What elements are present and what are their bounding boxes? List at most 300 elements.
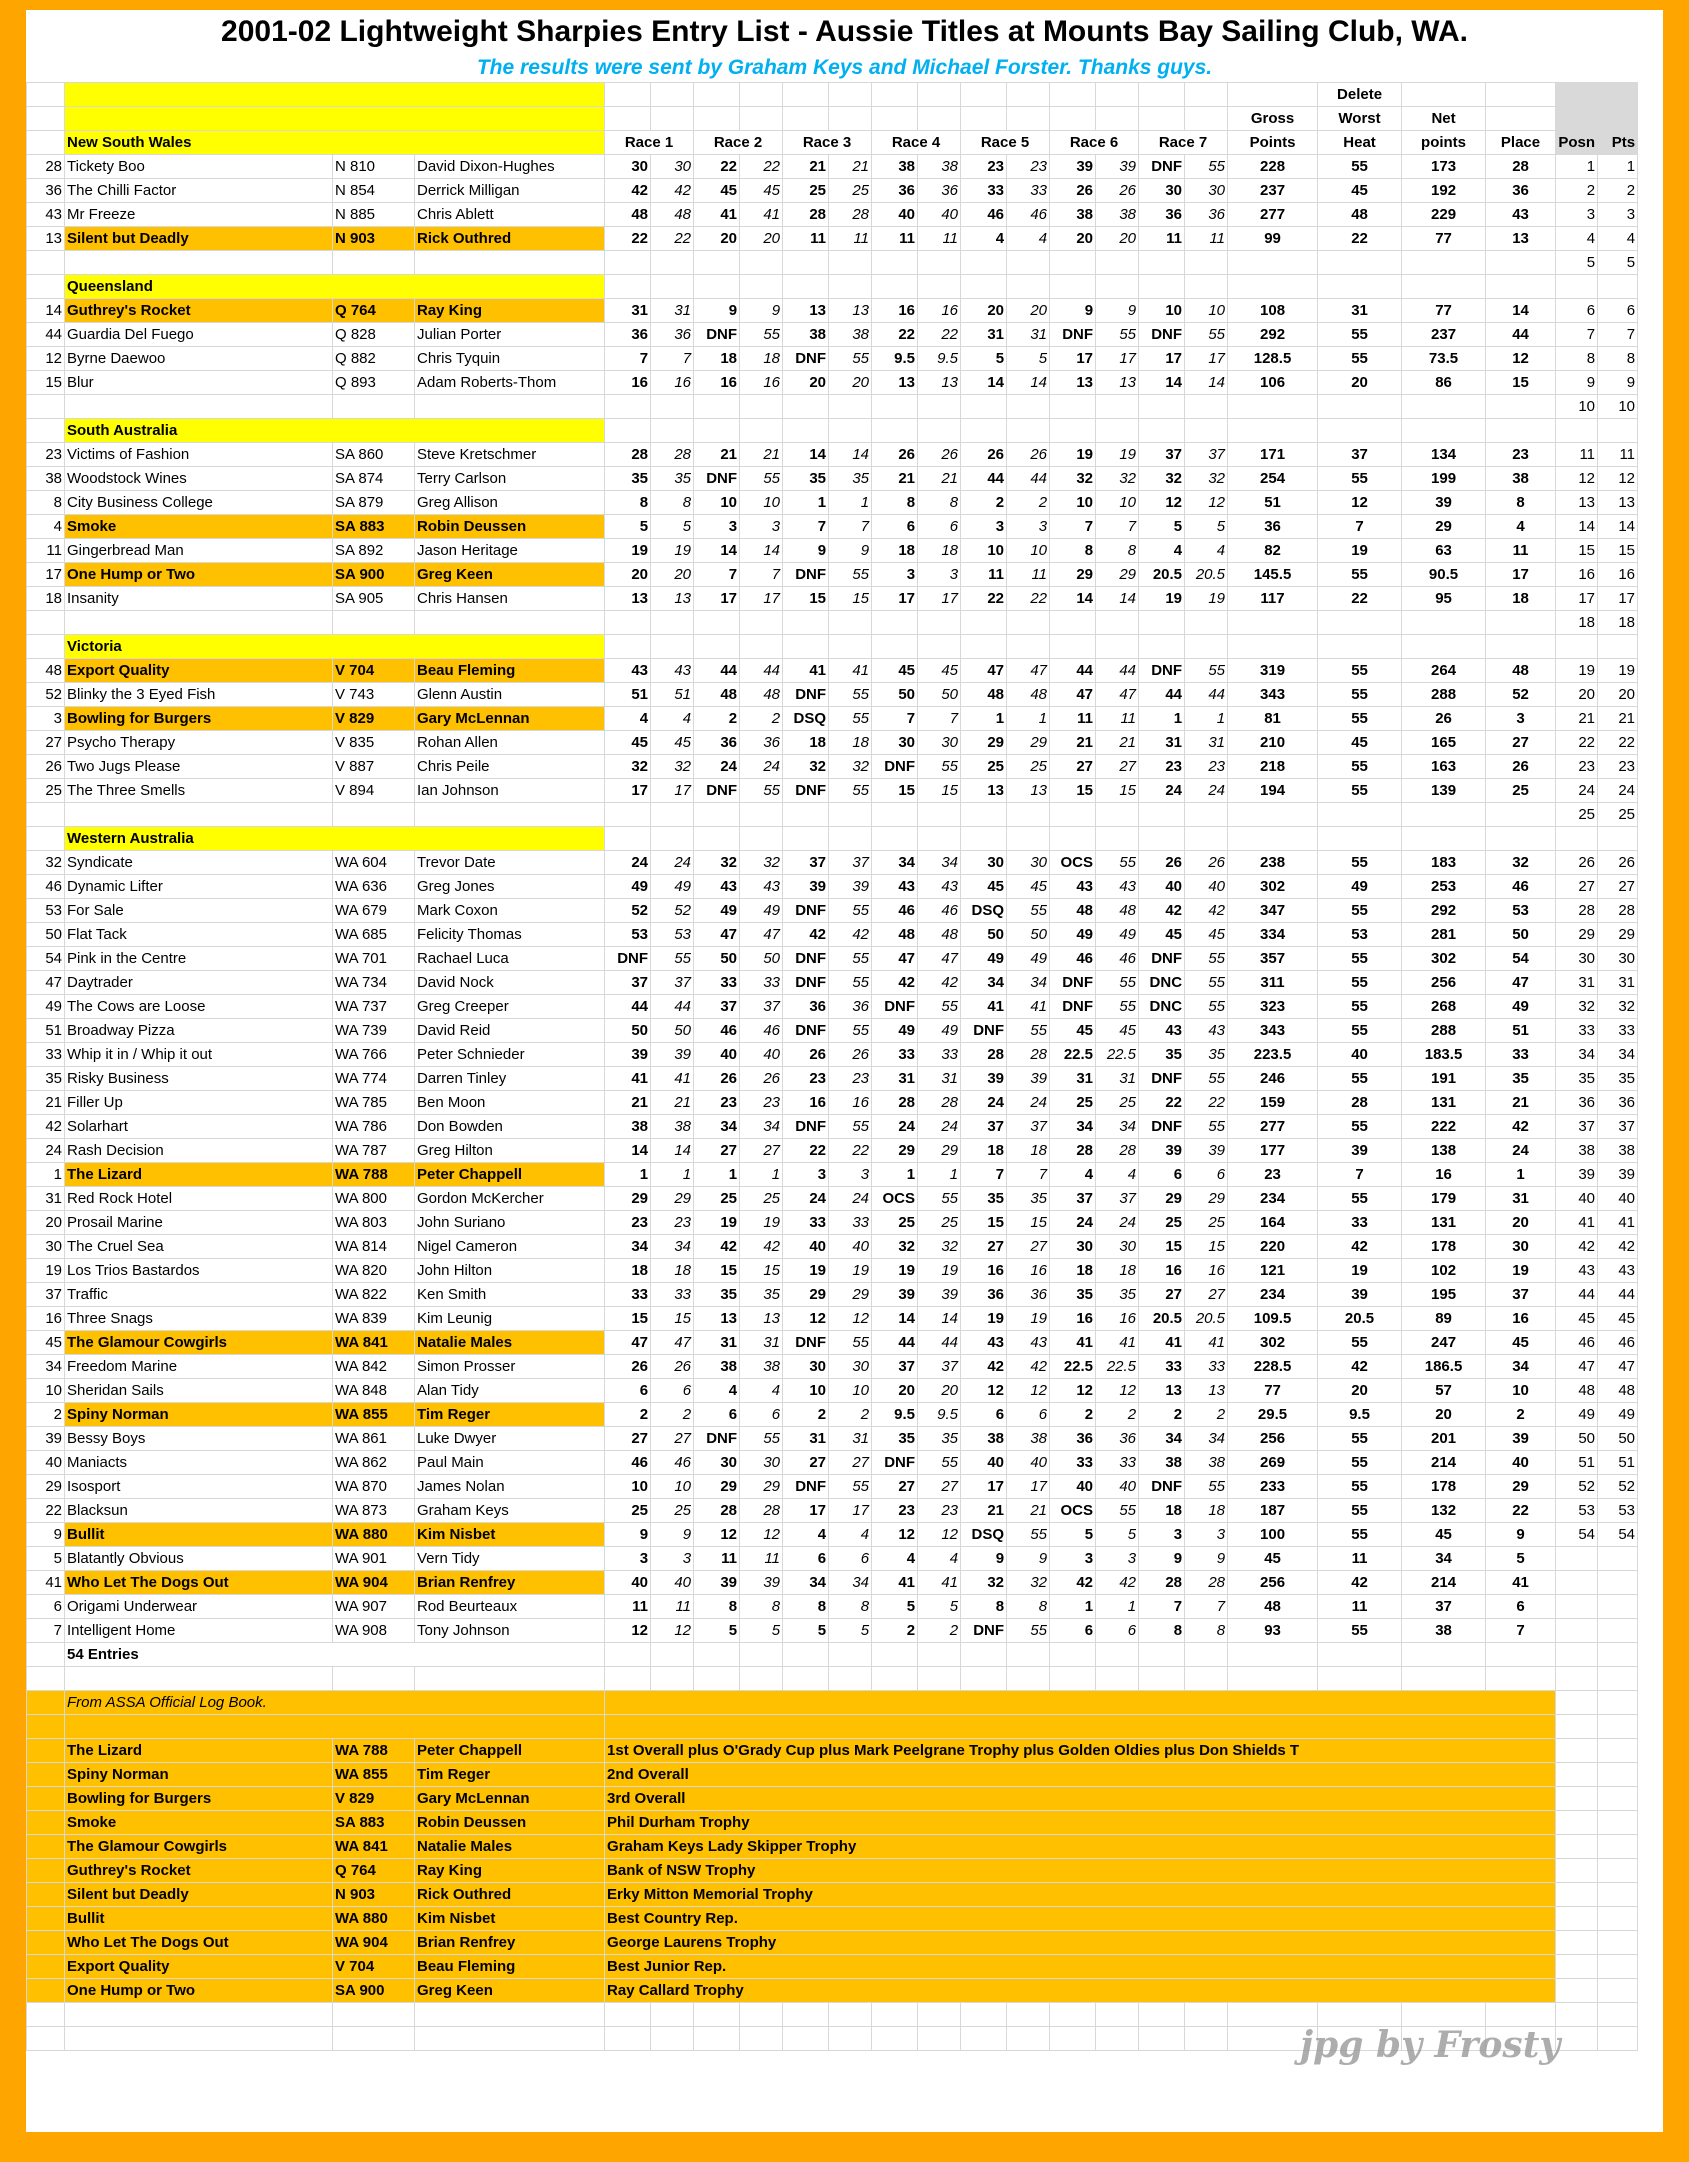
race-score-cell: 47 [872,947,918,971]
race-score-cell: 36 [961,1283,1007,1307]
net-points-cell: 90.5 [1402,563,1486,587]
race-discard-cell: 29 [829,1283,872,1307]
cell [1139,827,1185,851]
skipper-cell: Greg Allison [415,491,605,515]
header-row [27,131,1638,155]
pts-cell: 5 [1598,251,1638,275]
race-discard-cell [740,2003,783,2027]
race-discard-cell: 27 [1185,1283,1228,1307]
race-score-cell: 2 [783,1403,829,1427]
pts-cell: 51 [1598,1451,1638,1475]
race-discard-cell: 55 [1185,1115,1228,1139]
race-discard-cell: 10 [740,491,783,515]
race-score-cell: DNF [783,1115,829,1139]
race-score-cell: 13 [961,779,1007,803]
result-row [27,371,1638,395]
race-discard-cell: 36 [918,179,961,203]
race-discard-cell: 55 [1096,1499,1139,1523]
race-discard-cell: 37 [918,1355,961,1379]
gross-points-cell: 145.5 [1228,563,1318,587]
race-score-cell: 30 [694,1451,740,1475]
race-score-cell: DNF [783,779,829,803]
pts-cell [1598,1571,1638,1595]
award-title-cell: George Laurens Trophy [605,1931,1556,1955]
place-cell: 1 [1486,1163,1556,1187]
net-points-cell: 214 [1402,1571,1486,1595]
sail-number-cell: WA 785 [333,1091,415,1115]
race-score-cell: 6 [783,1547,829,1571]
race-discard-cell: 24 [651,851,694,875]
race-score-cell: 5 [1139,515,1185,539]
skipper-cell: Greg Keen [415,563,605,587]
race-score-cell [605,251,651,275]
race-score-cell: 40 [783,1235,829,1259]
race-score-cell: 22 [605,227,651,251]
net-points-header-cell: points [1402,131,1486,155]
race-score-cell: 38 [1139,1451,1185,1475]
race-discard-cell: 6 [1185,1163,1228,1187]
pts-cell: 42 [1598,1235,1638,1259]
cell [1007,419,1050,443]
posn-cell [1556,1547,1598,1571]
place-cell: 54 [1486,947,1556,971]
race-score-cell: DNF [1139,1475,1185,1499]
race-score-cell: 44 [1050,659,1096,683]
race-score-cell: 10 [694,491,740,515]
posn-cell: 51 [1556,1451,1598,1475]
race-score-cell: 50 [694,947,740,971]
race-discard-cell: 20 [918,1379,961,1403]
cell [27,1787,65,1811]
race-score-cell: 18 [605,1259,651,1283]
place-cell: 13 [1486,227,1556,251]
award-row [27,1787,1638,1811]
delete-header-cell: Delete [1318,83,1402,107]
boat-name-cell: Bowling for Burgers [65,707,333,731]
row-number-cell: 1 [27,1163,65,1187]
race-discard-cell: 12 [1185,491,1228,515]
race-header-cell: Race 3 [783,131,872,155]
race-discard-cell: 42 [1096,1571,1139,1595]
race-score-cell: 43 [605,659,651,683]
race-score-cell: 24 [1050,1211,1096,1235]
cell [1598,1787,1638,1811]
cell [1185,827,1228,851]
boat-name-cell: Blur [65,371,333,395]
cell [1556,635,1598,659]
race-score-cell: 15 [783,587,829,611]
worst-heat-cell: 55 [1318,707,1402,731]
race-score-cell [872,803,918,827]
race-discard-cell [651,395,694,419]
result-row [27,923,1638,947]
row-number-cell [27,2003,65,2027]
place-cell: 7 [1486,1619,1556,1643]
boat-name-cell: Solarhart [65,1115,333,1139]
posn-cell: 44 [1556,1283,1598,1307]
race-discard-cell [1096,803,1139,827]
cell [1096,635,1139,659]
cell [918,827,961,851]
net-points-cell: 247 [1402,1331,1486,1355]
race-discard-cell: 34 [918,851,961,875]
race-discard-cell [918,2027,961,2051]
pts-cell: 3 [1598,203,1638,227]
page-title: 2001-02 Lightweight Sharpies Entry List - Aussie Titles at Mounts Bay Sailing Club, WA. [221,15,1468,48]
race-discard-cell: 8 [1185,1619,1228,1643]
boat-name-cell [65,251,333,275]
posn-cell: 37 [1556,1115,1598,1139]
race-discard-cell [829,2027,872,2051]
race-score-cell: 27 [872,1475,918,1499]
row-number-cell: 25 [27,779,65,803]
race-discard-cell: 14 [740,539,783,563]
race-discard-cell: 49 [1007,947,1050,971]
race-score-cell: 30 [872,731,918,755]
race-score-cell: 9 [694,299,740,323]
race-score-cell: 14 [605,1139,651,1163]
pts-cell: 54 [1598,1523,1638,1547]
cell [1598,1955,1638,1979]
race-score-cell [1139,2003,1185,2027]
award-title-cell: Graham Keys Lady Skipper Trophy [605,1835,1556,1859]
row-number-cell: 34 [27,1355,65,1379]
cell [1318,275,1402,299]
boat-name-cell: Intelligent Home [65,1619,333,1643]
boat-name-cell: Silent but Deadly [65,227,333,251]
race-discard-cell: 46 [918,899,961,923]
skipper-cell: Robin Deussen [415,515,605,539]
pts-cell [1598,1547,1638,1571]
race-discard-cell: 33 [740,971,783,995]
result-row [27,1355,1638,1379]
race-discard-cell: 14 [1096,587,1139,611]
race-score-cell: 15 [1050,779,1096,803]
race-score-cell: 47 [694,923,740,947]
race-discard-cell: 4 [740,1379,783,1403]
gross-points-cell: 109.5 [1228,1307,1318,1331]
race-discard-cell: 8 [918,491,961,515]
sail-number-cell: WA 904 [333,1571,415,1595]
race-discard-cell: 20 [829,371,872,395]
cell [605,107,651,131]
race-score-cell: 33 [605,1283,651,1307]
cell [961,83,1007,107]
cell [1556,275,1598,299]
race-score-cell: 11 [961,563,1007,587]
race-score-cell: 28 [605,443,651,467]
race-score-cell: DNF [961,1619,1007,1643]
race-score-cell [605,395,651,419]
cell [872,275,918,299]
gross-points-cell: 343 [1228,683,1318,707]
race-discard-cell [829,2003,872,2027]
row-number-cell: 40 [27,1451,65,1475]
race-discard-cell: 41 [1185,1331,1228,1355]
race-score-cell: 1 [961,707,1007,731]
race-score-cell: 45 [1139,923,1185,947]
race-discard-cell: 38 [651,1115,694,1139]
race-score-cell: 36 [605,323,651,347]
race-score-cell: 35 [783,467,829,491]
net-points-cell: 134 [1402,443,1486,467]
skipper-cell: Chris Peile [415,755,605,779]
pts-cell: 33 [1598,1019,1638,1043]
race-score-cell: 40 [1050,1475,1096,1499]
race-discard-cell: 13 [918,371,961,395]
net-points-cell: 256 [1402,971,1486,995]
race-score-cell [1139,251,1185,275]
cell [605,635,651,659]
race-discard-cell: 17 [740,587,783,611]
race-score-cell: 21 [783,155,829,179]
row-number-cell: 2 [27,1403,65,1427]
cell [918,1643,961,1667]
race-discard-cell: 1 [918,1163,961,1187]
award-boat-cell: One Hump or Two [65,1979,333,2003]
posn-cell [1556,1571,1598,1595]
race-discard-cell [651,1667,694,1691]
race-discard-cell: 16 [651,371,694,395]
race-score-cell: 14 [1050,587,1096,611]
race-discard-cell [1096,2003,1139,2027]
cell [1402,635,1486,659]
net-points-cell: 178 [1402,1475,1486,1499]
race-score-cell [605,803,651,827]
race-discard-cell: 31 [1096,1067,1139,1091]
race-score-cell: 31 [872,1067,918,1091]
race-score-cell: 37 [605,971,651,995]
race-discard-cell: 53 [651,923,694,947]
pts-cell [1598,1595,1638,1619]
award-skipper-cell: Greg Keen [415,1979,605,2003]
race-score-cell: 50 [872,683,918,707]
race-discard-cell: 55 [918,995,961,1019]
race-score-cell: 38 [783,323,829,347]
race-score-cell: 21 [1050,731,1096,755]
race-score-cell: 31 [1050,1067,1096,1091]
race-score-cell: 41 [694,203,740,227]
cell [27,1715,65,1739]
boat-name-cell: Blinky the 3 Eyed Fish [65,683,333,707]
race-score-cell: 1 [694,1163,740,1187]
award-skipper-cell: Natalie Males [415,1835,605,1859]
award-row [27,1883,1638,1907]
race-discard-cell: 9 [740,299,783,323]
sail-number-cell: N 810 [333,155,415,179]
pts-cell: 34 [1598,1043,1638,1067]
race-score-cell: 46 [605,1451,651,1475]
race-score-cell: 30 [1050,1235,1096,1259]
race-score-cell: 20.5 [1139,1307,1185,1331]
boat-name-cell: One Hump or Two [65,563,333,587]
boat-name-cell: Export Quality [65,659,333,683]
race-discard-cell: 15 [1007,1211,1050,1235]
boat-name-cell: Victims of Fashion [65,443,333,467]
result-row [27,947,1638,971]
race-score-cell: 30 [605,155,651,179]
race-score-cell: 38 [1050,203,1096,227]
race-score-cell: 41 [783,659,829,683]
cell [872,107,918,131]
posn-cell: 33 [1556,1019,1598,1043]
posn-cell: 24 [1556,779,1598,803]
result-row [27,227,1638,251]
race-score-cell: 35 [1050,1283,1096,1307]
race-discard-cell: 7 [1007,1163,1050,1187]
result-row [27,1043,1638,1067]
net-points-cell: 132 [1402,1499,1486,1523]
race-score-cell: 4 [694,1379,740,1403]
cell [872,419,918,443]
skipper-cell: Alan Tidy [415,1379,605,1403]
race-score-cell: 20 [961,299,1007,323]
gross-points-cell: 45 [1228,1547,1318,1571]
race-score-cell: 44 [694,659,740,683]
pts-cell: 12 [1598,467,1638,491]
pts-cell: 25 [1598,803,1638,827]
worst-heat-cell [1318,251,1402,275]
race-discard-cell: 30 [918,731,961,755]
race-score-cell: 30 [1139,179,1185,203]
race-score-cell: DNF [1139,155,1185,179]
race-score-cell: 16 [1139,1259,1185,1283]
cell [829,107,872,131]
race-score-cell: 24 [783,1187,829,1211]
cell [605,83,651,107]
cell [1050,419,1096,443]
skipper-cell: Mark Coxon [415,899,605,923]
race-discard-cell: 1 [1185,707,1228,731]
race-discard-cell: 35 [918,1427,961,1451]
place-cell: 11 [1486,539,1556,563]
sail-number-cell: WA 786 [333,1115,415,1139]
race-score-cell: 49 [605,875,651,899]
race-score-cell [694,2003,740,2027]
row-number-cell: 17 [27,563,65,587]
race-discard-cell: 8 [651,491,694,515]
net-points-cell: 288 [1402,1019,1486,1043]
skipper-cell: Gary McLennan [415,707,605,731]
race-score-cell: 49 [694,899,740,923]
result-row [27,899,1638,923]
race-score-cell: 1 [872,1163,918,1187]
race-score-cell: 25 [872,1211,918,1235]
race-discard-cell [1007,251,1050,275]
cell [1556,1883,1598,1907]
race-header-cell: Race 7 [1139,131,1228,155]
race-score-cell: 3 [605,1547,651,1571]
row-number-cell: 8 [27,491,65,515]
boat-name-cell: Los Trios Bastardos [65,1259,333,1283]
result-row [27,1427,1638,1451]
race-score-cell: 26 [872,443,918,467]
net-points-cell: 131 [1402,1091,1486,1115]
pts-cell: 50 [1598,1427,1638,1451]
race-score-cell [961,1667,1007,1691]
place-cell: 24 [1486,1139,1556,1163]
gross-points-cell: 238 [1228,851,1318,875]
race-score-cell: 49 [872,1019,918,1043]
race-discard-cell: 30 [1185,179,1228,203]
race-score-cell: 41 [961,995,1007,1019]
pts-cell: 27 [1598,875,1638,899]
pts-cell: 2 [1598,179,1638,203]
race-score-cell: 29 [1050,563,1096,587]
row-number-cell [27,611,65,635]
boat-name-cell: Bullit [65,1523,333,1547]
race-score-cell: 6 [1050,1619,1096,1643]
race-score-cell: 50 [961,923,1007,947]
race-score-cell: 23 [872,1499,918,1523]
race-discard-cell: 41 [829,659,872,683]
race-discard-cell: 20 [740,227,783,251]
race-discard-cell: 32 [1096,467,1139,491]
boat-name-cell: For Sale [65,899,333,923]
award-boat-cell: Bowling for Burgers [65,1787,333,1811]
race-discard-cell: 55 [1007,1019,1050,1043]
sail-number-cell: N 903 [333,227,415,251]
race-score-cell [961,2003,1007,2027]
race-score-cell: 42 [605,179,651,203]
race-score-cell: DNF [783,347,829,371]
race-score-cell: 42 [1139,899,1185,923]
posn-cell: 28 [1556,899,1598,923]
race-score-cell: 40 [605,1571,651,1595]
race-discard-cell [1185,1667,1228,1691]
race-discard-cell: 18 [1096,1259,1139,1283]
race-discard-cell: 28 [918,1091,961,1115]
race-score-cell: 13 [1050,371,1096,395]
race-score-cell: 7 [872,707,918,731]
net-points-cell [1402,1667,1486,1691]
award-sail-cell: SA 900 [333,1979,415,2003]
race-score-cell [783,395,829,419]
race-discard-cell: 16 [1007,1259,1050,1283]
award-title-cell: 3rd Overall [605,1787,1556,1811]
race-score-cell [872,2003,918,2027]
race-discard-cell: 49 [651,875,694,899]
race-score-cell: 39 [961,1067,1007,1091]
boat-name-cell: Origami Underwear [65,1595,333,1619]
cell [1185,275,1228,299]
race-score-cell: 22.5 [1050,1355,1096,1379]
results-tbody [27,83,1638,2051]
boat-name-cell: Three Snags [65,1307,333,1331]
award-sail-cell: V 704 [333,1955,415,1979]
posn-cell: 8 [1556,347,1598,371]
race-discard-cell [918,1667,961,1691]
cell [740,275,783,299]
race-discard-cell: 20.5 [1185,563,1228,587]
race-score-cell: 41 [605,1067,651,1091]
result-row [27,1379,1638,1403]
cell [1139,1643,1185,1667]
place-cell: 4 [1486,515,1556,539]
race-score-cell: 44 [961,467,1007,491]
skipper-cell: Don Bowden [415,1115,605,1139]
race-score-cell: 4 [1050,1163,1096,1187]
race-score-cell [1050,251,1096,275]
result-row [27,683,1638,707]
race-discard-cell: 39 [918,1283,961,1307]
cell [740,83,783,107]
net-points-cell: 73.5 [1402,347,1486,371]
race-discard-cell: 55 [1185,971,1228,995]
race-score-cell: 19 [1139,587,1185,611]
race-discard-cell: 17 [1007,1475,1050,1499]
race-discard-cell: 55 [1007,1523,1050,1547]
